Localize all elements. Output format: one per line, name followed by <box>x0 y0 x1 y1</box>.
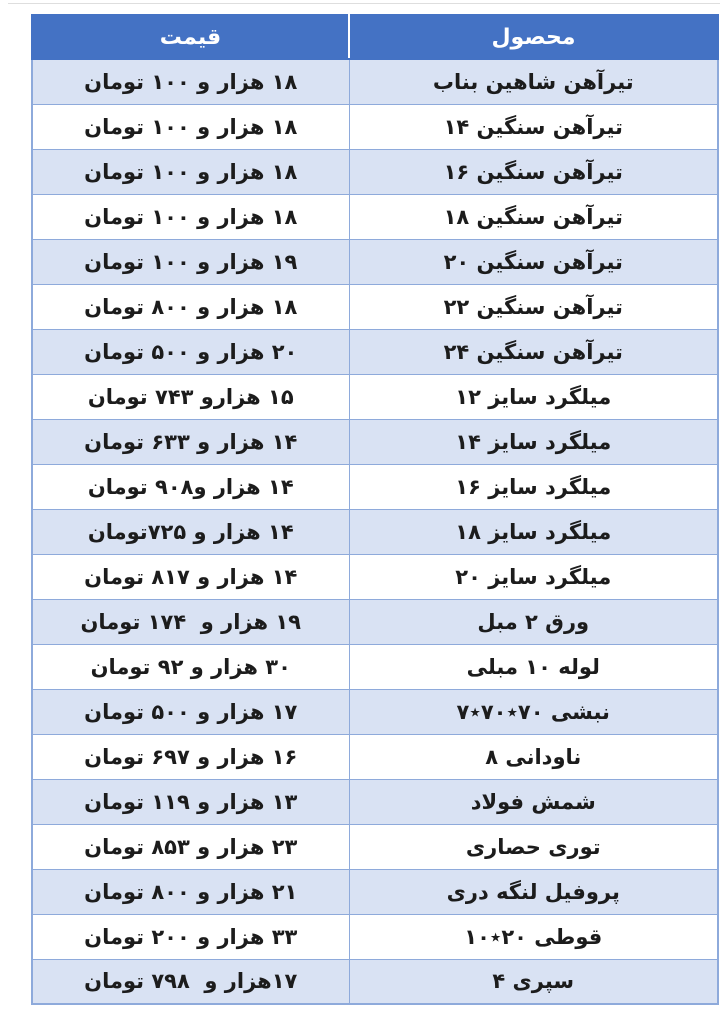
product-cell: تیرآهن سنگین ۱۶ <box>349 149 718 194</box>
product-cell: پروفیل لنگه دری <box>349 869 718 914</box>
product-cell: نبشی ۷۰٭۷۰٭۷ <box>349 689 718 734</box>
table-row <box>32 419 718 464</box>
price-cell: ۱۶ هزار و ۶۹۷ تومان <box>32 734 349 779</box>
product-cell: تیرآهن سنگین ۲۴ <box>349 329 718 374</box>
price-cell: ۱۸ هزار و ۸۰۰ تومان <box>32 284 349 329</box>
table-row <box>32 914 718 959</box>
price-cell: ۱۸ هزار و ۱۰۰ تومان <box>32 59 349 104</box>
product-cell: میلگرد سایز ۱۲ <box>349 374 718 419</box>
price-cell: ۱۹ هزار و ۱۰۰ تومان <box>32 239 349 284</box>
product-cell: سپری ۴ <box>349 959 718 1004</box>
table-body <box>32 59 718 1004</box>
product-cell: تیرآهن سنگین ۱۸ <box>349 194 718 239</box>
product-column-header: محصول <box>349 15 718 59</box>
table-row <box>32 734 718 779</box>
table-row <box>32 644 718 689</box>
product-cell: لوله ۱۰ مبلی <box>349 644 718 689</box>
price-cell: ۱۳ هزار و ۱۱۹ تومان <box>32 779 349 824</box>
product-cell: تیرآهن سنگین ۲۰ <box>349 239 718 284</box>
product-cell: میلگرد سایز ۱۶ <box>349 464 718 509</box>
table-row <box>32 374 718 419</box>
price-cell: ۱۴ هزار و ۸۱۷ تومان <box>32 554 349 599</box>
table-row <box>32 194 718 239</box>
price-cell: ۱۸ هزار و ۱۰۰ تومان <box>32 194 349 239</box>
price-cell: ۱۷هزار و ۷۹۸ تومان <box>32 959 349 1004</box>
table-row <box>32 464 718 509</box>
table-row <box>32 509 718 554</box>
table-row <box>32 689 718 734</box>
table-row <box>32 599 718 644</box>
table-row <box>32 959 718 1004</box>
price-cell: ۲۱ هزار و ۸۰۰ تومان <box>32 869 349 914</box>
price-cell: ۱۴ هزار و ۶۳۳ تومان <box>32 419 349 464</box>
price-cell: ۱۵ هزارو ۷۴۳ تومان <box>32 374 349 419</box>
price-cell: ۳۰ هزار و ۹۲ تومان <box>32 644 349 689</box>
price-cell: ۱۹ هزار و ۱۷۴ تومان <box>32 599 349 644</box>
product-cell: تیرآهن سنگین ۱۴ <box>349 104 718 149</box>
table-row <box>32 104 718 149</box>
product-cell: ناودانی ۸ <box>349 734 718 779</box>
price-cell: ۱۸ هزار و ۱۰۰ تومان <box>32 149 349 194</box>
table-row <box>32 284 718 329</box>
steel-price-table <box>31 14 719 1005</box>
price-cell: ۱۸ هزار و ۱۰۰ تومان <box>32 104 349 149</box>
price-cell: ۱۴ هزار و۹۰۸ تومان <box>32 464 349 509</box>
product-cell: میلگرد سایز ۱۸ <box>349 509 718 554</box>
price-cell: ۳۳ هزار و ۲۰۰ تومان <box>32 914 349 959</box>
price-cell: ۲۰ هزار و ۵۰۰ تومان <box>32 329 349 374</box>
price-cell: ۱۴ هزار و ۷۲۵تومان <box>32 509 349 554</box>
price-column-header: قیمت <box>32 15 349 59</box>
table-row <box>32 869 718 914</box>
page-top-rule <box>8 3 720 4</box>
product-cell: تیرآهن شاهین بناب <box>349 59 718 104</box>
product-cell: توری حصاری <box>349 824 718 869</box>
price-cell: ۲۳ هزار و ۸۵۳ تومان <box>32 824 349 869</box>
price-cell: ۱۷ هزار و ۵۰۰ تومان <box>32 689 349 734</box>
table-row <box>32 554 718 599</box>
product-cell: میلگرد سایز ۲۰ <box>349 554 718 599</box>
table-row <box>32 149 718 194</box>
table-row <box>32 824 718 869</box>
product-cell: شمش فولاد <box>349 779 718 824</box>
product-cell: ورق ۲ مبل <box>349 599 718 644</box>
product-cell: قوطی ۲۰٭۱۰ <box>349 914 718 959</box>
table-row <box>32 59 718 104</box>
table-row <box>32 329 718 374</box>
product-cell: میلگرد سایز ۱۴ <box>349 419 718 464</box>
header-row <box>32 15 718 59</box>
table-row <box>32 779 718 824</box>
table-row <box>32 239 718 284</box>
product-cell: تیرآهن سنگین ۲۲ <box>349 284 718 329</box>
